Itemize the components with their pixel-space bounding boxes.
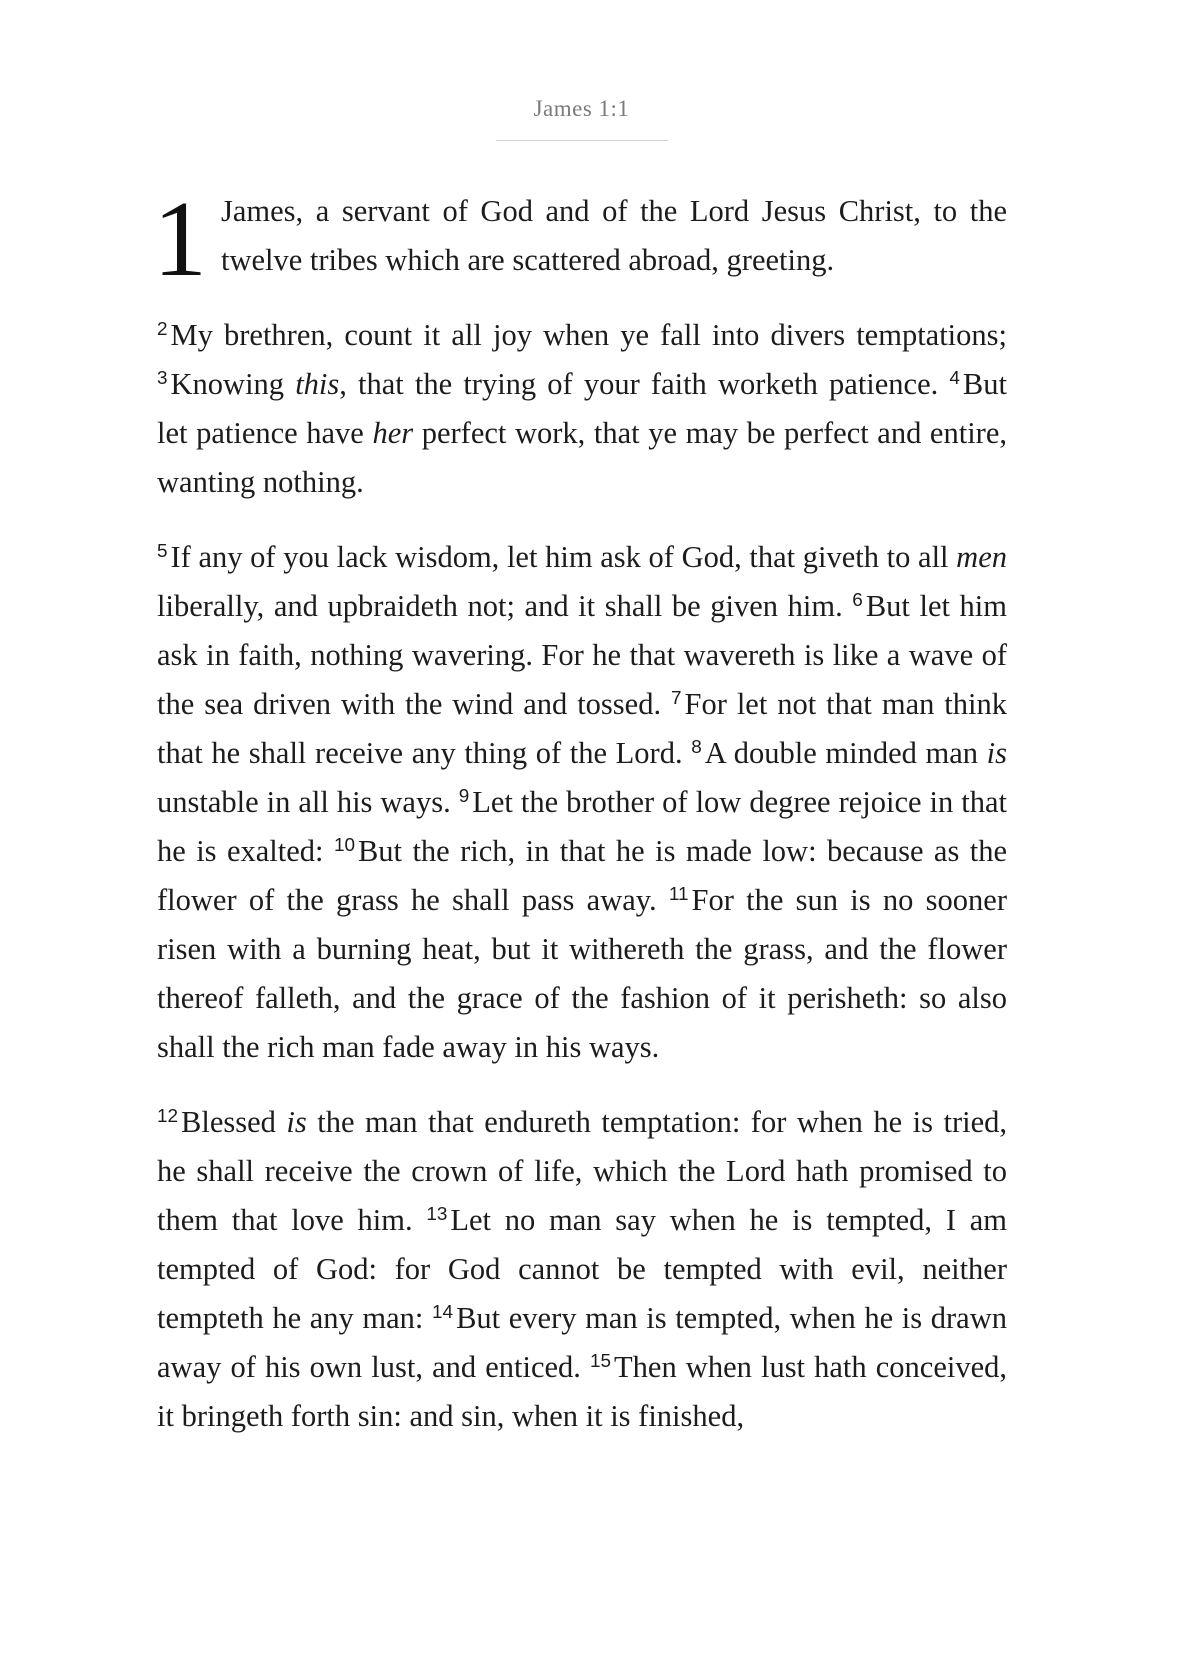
verse-text: For let not that man think that he shall receive any thing of the Lord. [157, 687, 1007, 770]
verse-number: 10 [333, 834, 355, 856]
header-divider [496, 140, 668, 141]
italic-word: is [286, 1105, 307, 1139]
chapter-text [153, 180, 1008, 1467]
verse-text: Then when lust hath conceived, it bringeth forth sin: and sin, when it is finished, [157, 1350, 1007, 1433]
verse-text: perfect work, that ye may be perfect and entire, wanting nothing. [157, 416, 1007, 499]
verse-text: liberally, and upbraideth not; and it shall be given him. [157, 589, 853, 623]
verse-text: Let the brother of low degree rejoice in that he is exalted: [157, 785, 1007, 868]
verse-number: 5 [157, 540, 168, 562]
verse-text: the man that endureth temptation: for when he is tried, he shall receive the crown of life, which the Lord hath promised to them that love him. [157, 1105, 1007, 1237]
chapter-number-dropcap: 1 [153, 180, 207, 299]
italic-word: her [372, 416, 414, 450]
verse-number: 12 [157, 1105, 179, 1127]
verse-text: But let him ask in faith, nothing wavering. For he that wavereth is like a wave of the sea driven with the wind and tossed. [157, 589, 1007, 721]
verse-number: 11 [668, 883, 689, 905]
verse-number: 7 [671, 687, 682, 709]
verse-text: Knowing [170, 367, 296, 401]
verse-number: 14 [432, 1301, 454, 1323]
verse-number: 13 [426, 1203, 448, 1225]
italic-word: men [956, 540, 1007, 574]
verse-number: 3 [157, 367, 168, 389]
verse-text: But every man is tempted, when he is drawn away of his own lust, and enticed. [157, 1301, 1007, 1384]
verse-text: But let patience have [157, 367, 1007, 450]
verse-text: But the rich, in that he is made low: because as the flower of the grass he shall pass away. [157, 834, 1008, 917]
verse-text: Let no man say when he is tempted, I am tempted of God: for God cannot be tempted with evil, neither tempteth he any man: [157, 1203, 1007, 1335]
verse-text: If any of you lack wisdom, let him ask of God, that giveth to all [170, 540, 957, 574]
page-header-reference: James 1:1 [533, 96, 630, 121]
verse-number: 4 [949, 367, 960, 389]
italic-word: this [295, 367, 340, 401]
verse-number: 9 [458, 785, 470, 807]
verse-text: Blessed [181, 1105, 287, 1139]
verse-paragraph [157, 1098, 1007, 1441]
verse-paragraph [157, 311, 1007, 507]
verse-text: My brethren, count it all joy when ye fall into divers temptations; [170, 318, 1007, 352]
verse-paragraph [153, 180, 1007, 299]
verse-number: 2 [157, 318, 168, 340]
verse-text: For the sun is no sooner risen with a burning heat, but it withereth the grass, and the flower thereof falleth, and the grace of the fashion of it perisheth: so also shall the rich man fade away in his ways. [157, 883, 1007, 1064]
verse-text: James, a servant of God and of the Lord Jesus Christ, to the twelve tribes which are scattered abroad, greeting. [221, 194, 1007, 277]
italic-word: is [986, 736, 1007, 770]
verse-number: 15 [590, 1350, 612, 1372]
verse-text: , that the trying of your faith worketh patience. [339, 367, 950, 401]
verse-paragraph [157, 533, 1007, 1072]
verse-number: 8 [691, 736, 702, 758]
verse-text: A double minded man [704, 736, 987, 770]
verse-text: unstable in all his ways. [157, 785, 459, 819]
verse-number: 6 [852, 589, 863, 611]
